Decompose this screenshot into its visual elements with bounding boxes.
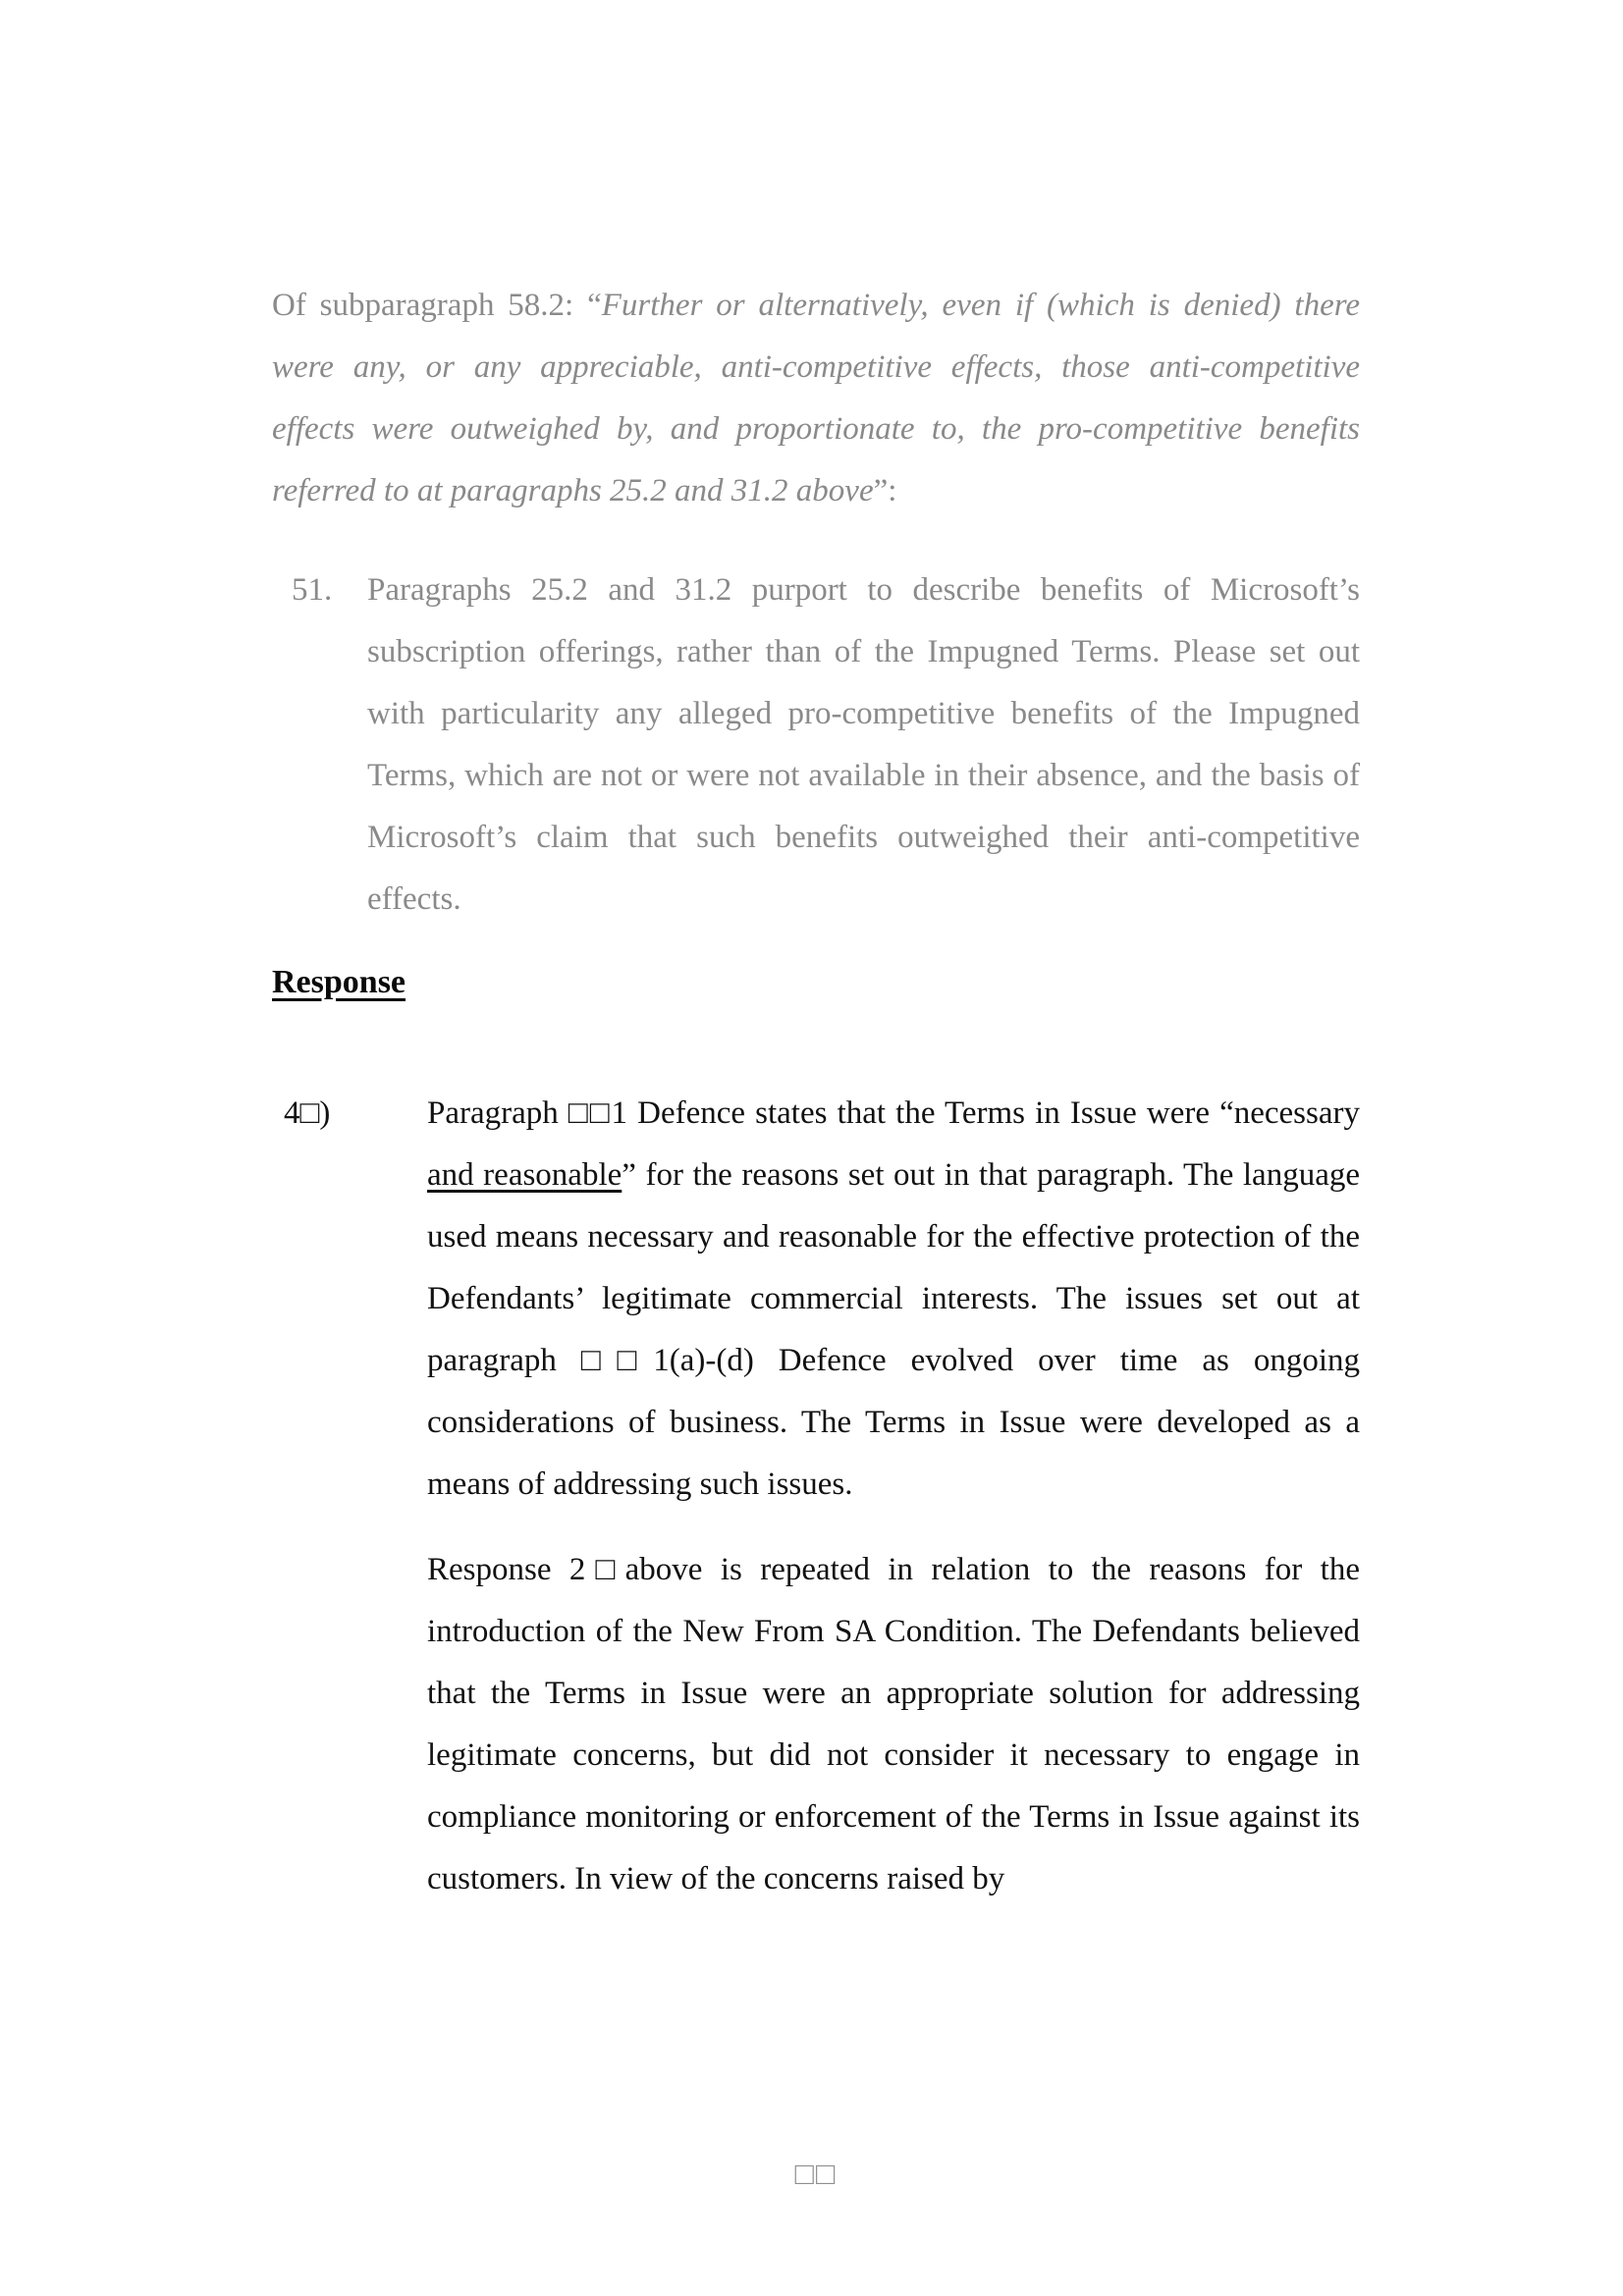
response-paragraph-2 bbox=[272, 1539, 1360, 1910]
quote-italic-body: Further or alternatively, even if (which is denied) there were any, or any appreciable, anti-competitive effects, those anti-competitive effects were outweighed by, and proportionate to, the pro-competitive benefits referred to at paragraphs 25.2 and 31.2 above bbox=[272, 288, 1360, 508]
response-paragraph-1 bbox=[272, 1083, 1360, 1516]
quote-paragraph bbox=[272, 275, 1360, 522]
paragraph-51-text: Paragraphs 25.2 and 31.2 purport to describe benefits of Microsoft’s subscription offerings, rather than of the Impugned Terms. Please set out with particularity any alleged pro-competitive benefits of the Impugned Terms, which are not or were not available in their absence, and the basis of Microsoft’s claim that such benefits outweighed their anti-competitive effects. bbox=[367, 572, 1360, 917]
quote-suffix: ”: bbox=[873, 473, 897, 508]
quote-prefix: Of subparagraph 58.2: “ bbox=[272, 288, 602, 323]
response-heading: Response bbox=[272, 964, 406, 1000]
underlined-phrase: and reasonable bbox=[427, 1157, 622, 1193]
response-paragraph-1-text bbox=[427, 1083, 1360, 1516]
response-paragraph-1-marker: 4□) bbox=[284, 1095, 331, 1131]
paragraph-51 bbox=[272, 560, 1360, 931]
paragraph-51-number: 51. bbox=[292, 572, 333, 608]
page-number: □□ bbox=[794, 2156, 838, 2191]
response-paragraph-1-run-a: Paragraph □□1 Defence states that the Terms in Issue were “necessary bbox=[427, 1095, 1360, 1131]
response-paragraph-1-run-b: ” for the reasons set out in that paragraph. The language used means necessary and reasonable for the effective protection of the Defendants’ legitimate commercial interests. The issues set out at paragraph □□1(a)-(d) Defence evolved over time as ongoing considerations of business. The Terms in Issue were developed as a means of addressing such issues. bbox=[427, 1157, 1360, 1502]
response-paragraph-2-text: Response 2□above is repeated in relation to the reasons for the introduction of the New From SA Condition. The Defendants believed that the Terms in Issue were an appropriate solution for addressing legitimate concerns, but did not consider it necessary to engage in compliance monitoring or enforcement of the Terms in Issue against its customers. In view of the concerns raised by bbox=[427, 1552, 1360, 1896]
